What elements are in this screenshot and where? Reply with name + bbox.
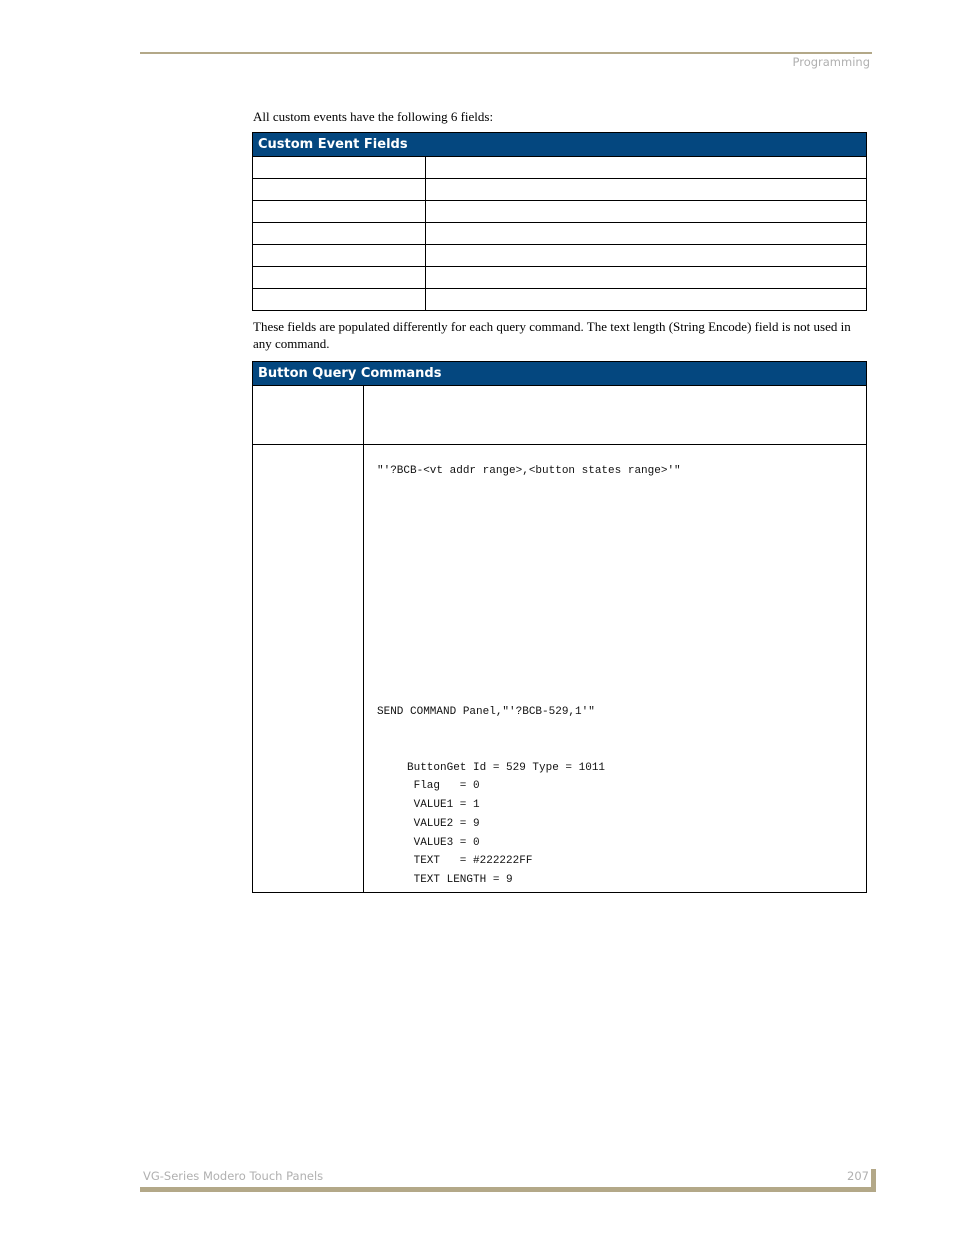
table-row: [253, 245, 867, 267]
footer-page-number: 207: [847, 1169, 869, 1183]
table-row: [253, 201, 867, 223]
body-paragraph: These fields are populated differently for each query command. The text length (String Encode) field is not used in any command.: [253, 319, 851, 351]
command-example: SEND COMMAND Panel,"'?BCB-529,1'": [377, 706, 595, 718]
table-row: [253, 445, 867, 893]
table-row: [253, 157, 867, 179]
header-section-title: Programming: [792, 55, 870, 69]
response-line: TEXT = #222222FF: [407, 855, 533, 867]
table-row: [253, 267, 867, 289]
footer-rule-tick: [871, 1169, 876, 1192]
table-row: [253, 223, 867, 245]
response-line: VALUE3 = 0: [407, 837, 480, 849]
intro-text: All custom events have the following 6 fields:: [253, 109, 494, 124]
button-query-commands-table: [252, 361, 867, 893]
response-line: VALUE2 = 9: [407, 818, 480, 830]
command-cell: [364, 445, 867, 893]
custom-event-fields-table: [252, 132, 867, 311]
response-line: ButtonGet Id = 529 Type = 1011: [407, 762, 606, 774]
command-syntax: "'?BCB-<vt addr range>,<button states range>'": [377, 465, 681, 477]
table-title: Button Query Commands: [253, 362, 867, 386]
footer-doc-title: VG-Series Modero Touch Panels: [143, 1169, 324, 1183]
table-title: Custom Event Fields: [253, 133, 867, 157]
response-line: TEXT LENGTH = 9: [407, 874, 513, 886]
table-row: [253, 289, 867, 311]
table-row: [253, 386, 867, 445]
table-row: [253, 179, 867, 201]
response-line: VALUE1 = 1: [407, 799, 480, 811]
response-line: Flag = 0: [407, 780, 480, 792]
header-rule: [140, 52, 872, 54]
footer-rule: [140, 1187, 876, 1192]
